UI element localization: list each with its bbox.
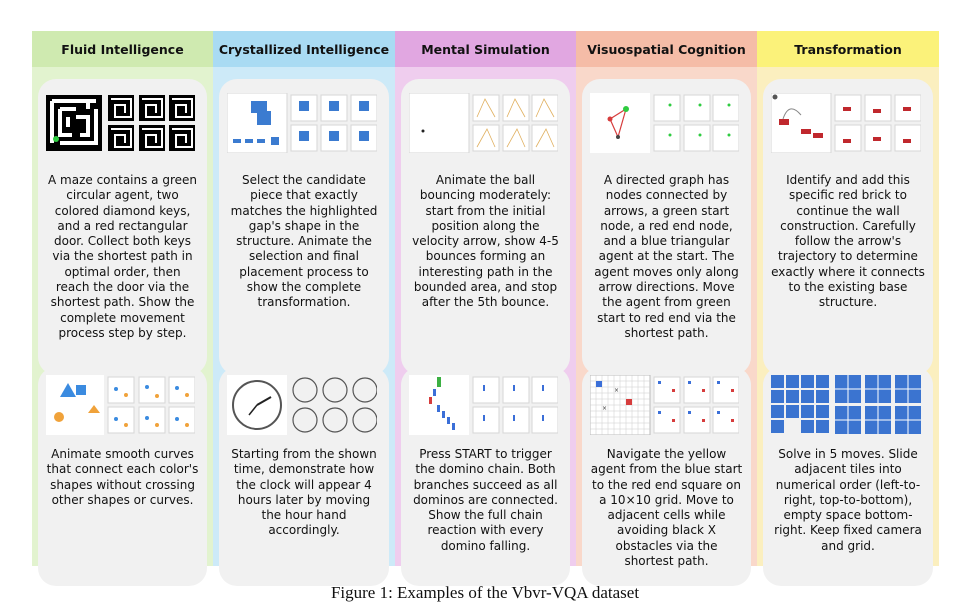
example-description: Navigate the yellow agent from the blue start to the red end square on a 10×10 grid. Move to adjacent cells while avoiding black X obstacles via the shortest path. xyxy=(590,447,743,569)
example-description: Animate smooth curves that connect each color's shapes without crossing other shapes or curves. xyxy=(46,447,199,507)
bounce-illustration xyxy=(409,93,558,153)
graph-illustration xyxy=(590,93,739,153)
top-example-card xyxy=(401,79,570,375)
column-visuospatial-cognition xyxy=(576,31,757,569)
sliding-puzzle-illustration xyxy=(771,375,921,435)
example-description: Press START to trigger the domino chain. Both branches succeed as all dominos are connected. Show the full chain reaction with every domino falling. xyxy=(413,447,558,553)
domino-illustration xyxy=(409,375,558,435)
column-transformation xyxy=(757,31,939,566)
brick-illustration xyxy=(771,93,921,153)
column-header: Fluid Intelligence xyxy=(32,31,213,67)
example-description: A maze contains a green circular agent, two colored diamond keys, and a red rectangular door. Collect both keys via the shortest path in optimal order, then reach the door via the shortest path. Show the complete movement process step by step. xyxy=(48,173,197,340)
bottom-example-card xyxy=(219,367,389,586)
maze-illustration xyxy=(46,93,195,153)
column-header: Transformation xyxy=(757,31,939,67)
puzzle-illustration xyxy=(227,93,377,153)
domino-thumbnails xyxy=(409,375,562,435)
shapes-illustration xyxy=(46,375,195,435)
svg-text:×: × xyxy=(602,405,608,412)
top-example-card xyxy=(763,79,933,375)
column-fluid-intelligence xyxy=(32,31,213,566)
svg-text:×: × xyxy=(614,387,620,394)
bottom-example-card xyxy=(763,367,933,586)
top-example-card xyxy=(38,79,207,375)
puzzle-thumbnails xyxy=(227,93,381,153)
example-description: Solve in 5 moves. Slide adjacent tiles into numerical order (left-to-right, top-to-bottom), empty space bottom-right. Keep fixed camera and grid. xyxy=(774,447,922,553)
figure-caption: Figure 1: Examples of the Vbvr-VQA dataset xyxy=(330,583,640,602)
column-header: Crystallized Intelligence xyxy=(213,31,395,67)
bottom-example-card xyxy=(582,367,751,586)
column-mental-simulation xyxy=(395,31,576,566)
grid-thumbnails xyxy=(590,375,743,435)
sliding-puzzle-thumbnails xyxy=(771,375,925,435)
bounce-thumbnails xyxy=(409,93,562,153)
grid-illustration xyxy=(590,375,739,435)
clock-illustration xyxy=(227,375,377,435)
column-header: Visuospatial Cognition xyxy=(576,31,757,67)
top-example-card xyxy=(219,79,389,375)
example-description: Starting from the shown time, demonstrate how the clock will appear 4 hours later by moving the hour hand accordingly. xyxy=(231,447,377,538)
brick-thumbnails xyxy=(771,93,925,153)
bottom-example-card xyxy=(401,367,570,586)
example-description: Identify and add this specific red brick to continue the wall construction. Carefully follow the arrow's trajectory to determine exactly where it connects to the existing base structure. xyxy=(771,173,925,310)
graph-thumbnails xyxy=(590,93,743,153)
column-header: Mental Simulation xyxy=(395,31,576,67)
example-description: Select the candidate piece that exactly matches the highlighted gap's shape in the structure. Animate the selection and final placement process to show the complete transformation. xyxy=(230,173,378,310)
bottom-example-card xyxy=(38,367,207,586)
maze-thumbnails xyxy=(46,93,199,153)
top-example-card xyxy=(582,79,751,375)
example-description: Animate the ball bouncing moderately: start from the initial position along the velocity arrow, show 4-5 bounces forming an interesting path in the bounded area, and stop after the 5th bounce. xyxy=(412,173,559,310)
example-description: A directed graph has nodes connected by arrows, a green start node, a red end node, and a blue triangular agent at the start. The agent moves only along arrow directions. Move the agent from green start to red end via the shortest path. xyxy=(594,173,739,340)
figure xyxy=(32,31,939,569)
clock-thumbnails xyxy=(227,375,381,435)
column-crystallized-intelligence xyxy=(213,31,395,566)
curves-thumbnails xyxy=(46,375,199,435)
